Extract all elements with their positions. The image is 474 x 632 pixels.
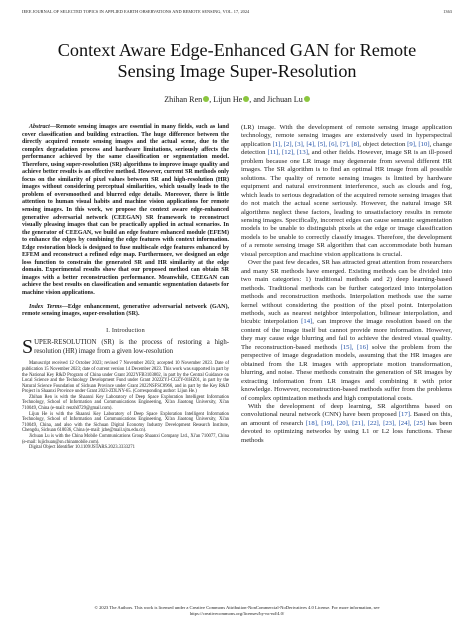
body-text: Over the past few decades, SR has attracted great attention from researchers and many SR methods have emerged. Existing methods can be divided into two main categories: 1) traditional methods and 2) deep learning-based methods. Traditional methods can be further categorized into interpolation methods and reconstruction methods. Interpolation methods use the same kernel without considering the position of the pixel point. Interpolation methods, such as nearest neighbor interpolation, bilinear interpolation, and bicubic interpolation [241,259,452,326]
drop-cap: S [22,336,34,359]
right-column [241,124,452,445]
citation-link[interactable]: [14] [301,318,313,326]
page-number: 1363 [443,9,452,14]
abstract [22,124,229,298]
author-separator: , and [249,95,268,104]
body-text: , object detection [359,140,408,148]
index-terms-text: —Edge enhancement, generative adversarial network (GAN), remote sensing images, super-resolution (SR). [22,303,229,318]
footnote-manuscript: Manuscript received 12 October 2023; revised 7 November 2023; accepted 10 November 2023. Date of publication 15 November 2023; date of current version 14 December 2023. This work was supported in part by the National Key R&D Program of China under Grant 2022YFB3103802, in part by the Central Guidance on Local Science and the Technology Development Fund under Grant 2022ZYJ-CGZY-01HZ01, in part by the Natural Science Foundation of Sichuan Province under Grant 2022NSFSC0966, and in part by the Key R&D Project in Shaanxi Province under Grant 2023-ZDLNY-65. (Corresponding author: Lijun He.) [22,361,229,395]
body-text: , can improve the image resolution based on the content of the image itself but cannot provide more information. However, they may cause edge blurring and fail to achieve the desired visual quality. The reconstruction-based methods [241,318,452,351]
citation-link[interactable]: [1], [2], [3], [4], [5], [6], [7], [8] [272,140,360,148]
index-terms [22,304,229,319]
body-text: With the development of deep learning, SR algorithms based on convolutional neural network (CNN) have been proposed [241,402,452,419]
intro-paragraph [22,336,229,359]
author-name: Zhihan Ren [164,95,203,104]
citation-link[interactable]: [9], [10] [407,140,430,148]
body-text: has been devoted to optimizing networks by using L1 or L2 loss functions. These methods [241,419,452,444]
section-heading: I. Introduction [106,326,145,334]
orcid-icon[interactable] [304,96,310,102]
body-paragraph [241,259,452,403]
running-head [22,9,452,17]
body-text: solve the problem from the perspective of image degradation models, assuming that the HR images are obtained from the LR images with appropriate motion transformation, blurring, and noise. These methods constrain the generation of SR images by extracting information from LR images and combining it with prior knowledge. However, reconstruction-based methods suffer from the problems of complex optimization methods and high computational costs. [241,343,452,402]
footnotes [22,361,229,451]
left-column [22,124,229,451]
intro-text: UPER-RESOLUTION (SR) is the process of restoring a high-resolution (HR) image from a given low-resolution [34,339,229,355]
body-text: , and other fields. However, image SR is an ill-posed problem because one LR image may degenerate from several different HR images. The SR algorithm is to find an optimal HR image from all possible solutions. The quality of remote sensing images is limited by hardware equipment and natural environment interference, such as clouds and fog, which leads to serious degradation of the acquired remote sensing images that do not match the actual scene seriously. However, the natural image SR algorithms neglect these factors, leading to unsatisfactory results in remote sensing images. Specifically, incorrect edges can cause semantic segmentation models to be unable to distinguish pixels at the edge or image classification models to be unable to correctly classify images. Therefore, the development of a remote sensing image SR algorithm that can accommodate both human visual perception and machine vision applications is crucial. [241,149,452,258]
abstract-text: —Remote sensing images are essential in many fields, such as land cover classification and building extraction. The huge difference between the directly acquired remote sensing images and the actual scene, due to the complex degradation process and hardware limitations, seriously affects the performance achieved by the same classification or segmentation model. Therefore, using super-resolution (SR) algorithms to improve image quality and achieve better results is an effective method. However, current SR methods only focus on the similarity of pixel values between SR and high-resolution (HR) images without considering perceptual similarities, which usually leads to the problem of oversmoothed and blurred edge details. Moreover, there is little attention to human visual habits and machine vision applications for remote sensing images. In this work, we propose the context aware edge-enhanced generative adversarial network (CEEGAN) SR framework to reconstruct visually pleasing images that can be practically applied in actual scenarios. In the generator of CEEGAN, we build an edge feature enhanced module (EFEM) to enhance the edges by combining the edge features with context information. Edge restoration block is designed to fuse multiscale edge features enhanced by EFEM and reconstruct a refined edge map. Furthermore, we designed an edge loss function to constrain the generated SR and HR similarity at the edge domain. Experimental results show that our proposed method can obtain SR images with a better reconstruction performance. Meanwhile, CEEGAN can achieve the best results on classification and semantic segmentation datasets for machine vision applications. [22,124,229,297]
footnote-author-1: Zhihan Ren is with the Shaanxi Key Laboratory of Deep Space Exploration Intelligent Information Technology, School of Information and Communications Engineering, Xi'an Jiaotong University, Xi'an 710049, China (e-mail: renzh0729@gmail.com). [22,394,229,411]
index-terms-label: Index Terms [29,303,62,310]
license-url[interactable]: https://creativecommons.org/licenses/by-nc-nd/4.0/ [189,610,285,616]
license-footer [0,605,474,616]
title-line-1: Context Aware Edge-Enhanced GAN for Remote [57,40,417,60]
title-line-2: Sensing Image Super-Resolution [117,61,357,81]
citation-link[interactable]: [15], [16] [340,343,369,351]
author-list [20,95,454,104]
author-separator: , [209,95,214,104]
body-paragraph [241,124,452,259]
citation-link[interactable]: [11], [12], [13] [267,149,308,157]
paper-title [20,40,454,82]
license-text: © 2023 The Authors. This work is licensed under a Creative Commons Attribution-NonCommercial-NoDerivatives 4.0 License. For more information, see [94,605,380,610]
footnote-doi: Digital Object Identifier 10.1109/JSTARS.2023.3333271 [29,445,135,451]
body-text: , change detection [241,140,452,157]
body-text: (LR) image. With the development of remote sensing image application technology, remote sensing images are extensively used in hyperspectral application [241,124,452,148]
citation-link[interactable]: [18], [19], [20], [21], [22], [23], [24], [25] [305,419,426,427]
citation-link[interactable]: [17] [398,411,410,419]
footnote-author-3: Jichuan Lu is with the China Mobile Communications Group Shaanxi Company Ltd., Xi'an 710077, China (e-mail: lujichuan@sn.chinamobile.com). [22,434,229,445]
author-name: Lijun He [213,95,243,104]
footnote-author-2: Lijun He is with the Shaanxi Key Laboratory of Deep Space Exploration Intelligent Information Technology, School of Information and Communications Engineering, Xi'an Jiaotong University, Xi'an 710049, China, and also with the Sichuan Digital Economy Industry Development Research Institute, Chengdu, Sichuan 610036, China (e-mail: jzhe@mail.xjtu.edu.cn). [22,411,229,434]
body-text: . Based on this, an amount of research [241,411,452,427]
body-paragraph [241,403,452,445]
abstract-label: Abstract [29,124,50,130]
journal-name: IEEE JOURNAL OF SELECTED TOPICS IN APPLIED EARTH OBSERVATIONS AND REMOTE SENSING, VOL. 17, 2024 [22,9,250,14]
author-name: Jichuan Lu [267,95,303,104]
